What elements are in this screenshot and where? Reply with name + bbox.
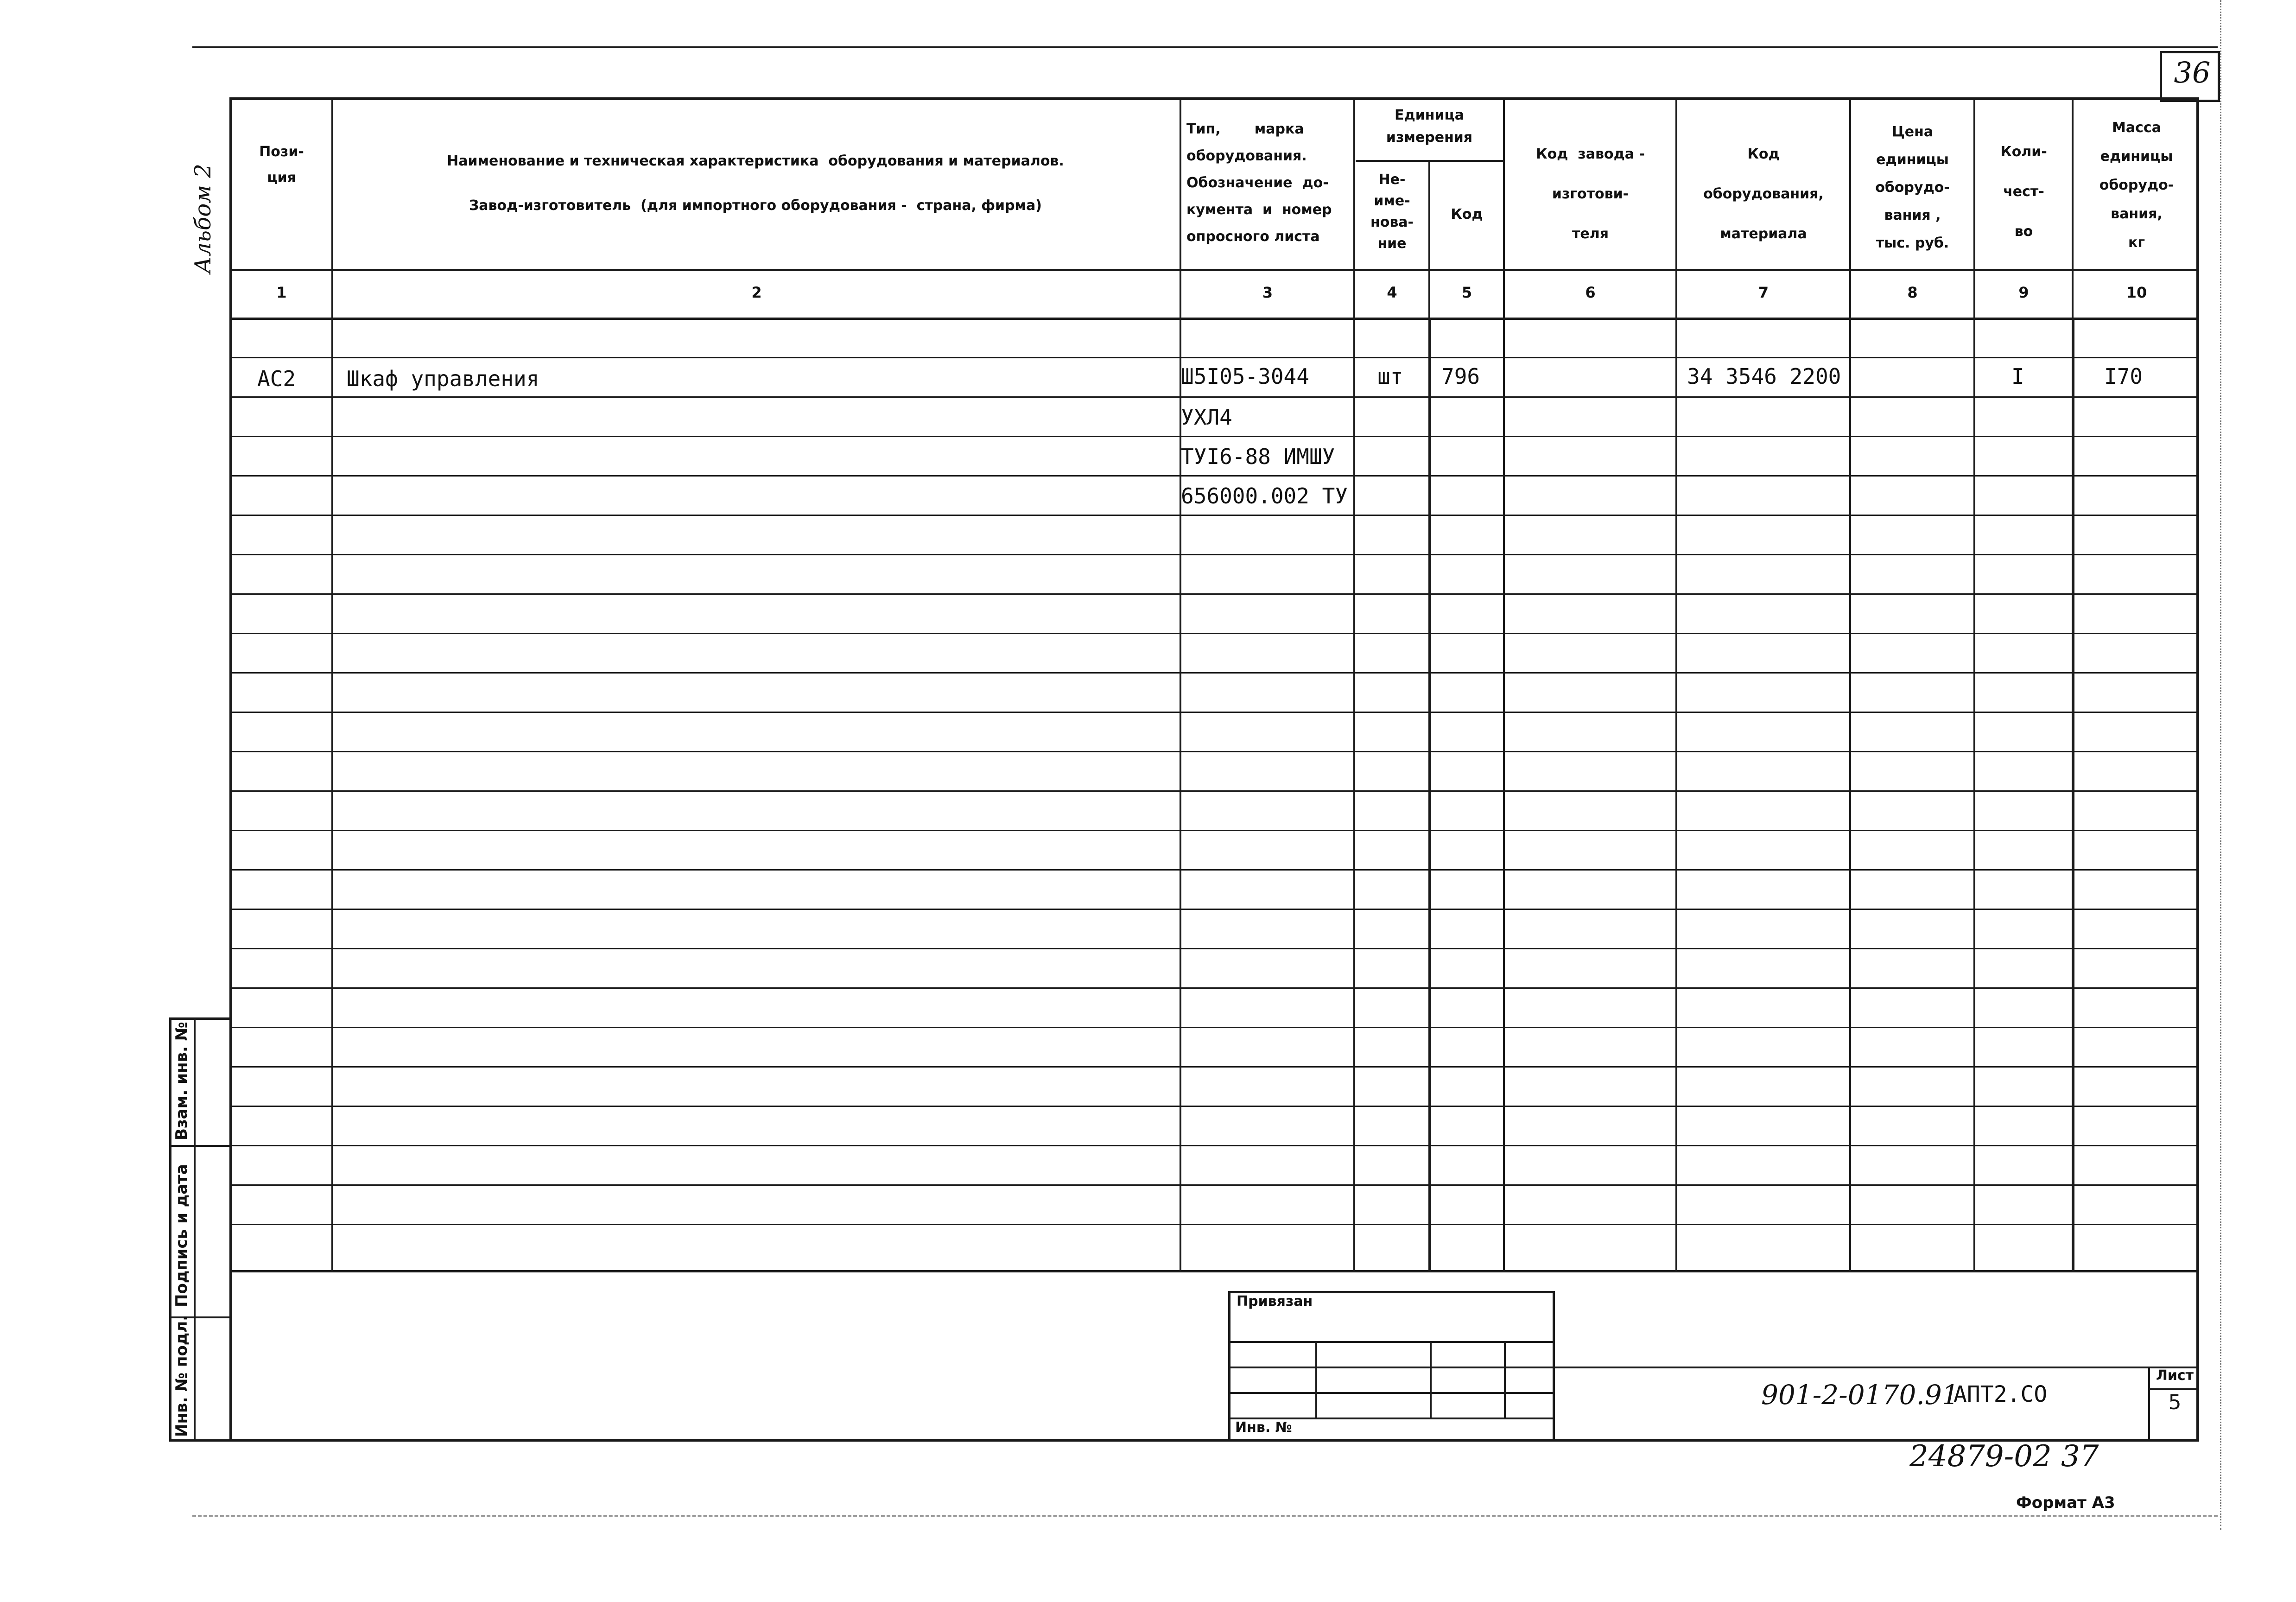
sheet-box-rule bbox=[2148, 1388, 2199, 1390]
row-1-equipment-code: 34 3546 2200 bbox=[1687, 364, 1841, 389]
row-line-22 bbox=[229, 1184, 2199, 1186]
col-7-header: Код оборудования, материала bbox=[1703, 146, 1824, 242]
title-block-top bbox=[1555, 1367, 2199, 1368]
row-line-15 bbox=[229, 909, 2199, 910]
col-10-header: Масса единицы оборудо- вания, кг bbox=[2099, 120, 2174, 251]
inv-no-label: Инв. № bbox=[1235, 1419, 1292, 1436]
row-line-11 bbox=[229, 751, 2199, 752]
col-9-number: 9 bbox=[2018, 284, 2029, 301]
document-suffix: АПТ2.СО bbox=[1954, 1381, 2048, 1407]
col-divider-3 bbox=[1353, 97, 1355, 1270]
col-2-number: 2 bbox=[751, 284, 762, 301]
row-line-12 bbox=[229, 790, 2199, 792]
row-2-type: УХЛ4 bbox=[1181, 405, 1232, 430]
binding-strip-divider bbox=[194, 1017, 196, 1442]
row-line-7 bbox=[229, 593, 2199, 595]
stamp-rule-1 bbox=[1228, 1341, 1555, 1343]
row-line-19 bbox=[229, 1066, 2199, 1068]
stamp-rule-2 bbox=[1228, 1367, 1555, 1368]
row-3-type: ТУI6-88 ИМШУ bbox=[1181, 444, 1335, 469]
row-line-23 bbox=[229, 1224, 2199, 1225]
sheet-box-left bbox=[2148, 1367, 2150, 1442]
col-4-header: Не- име- нова- ние bbox=[1370, 172, 1414, 252]
archive-number: 24879-02 37 bbox=[1909, 1439, 2099, 1474]
stamp-vl-3 bbox=[1504, 1341, 1506, 1418]
row-line-1 bbox=[229, 357, 2199, 358]
col-divider-1 bbox=[331, 97, 333, 1270]
col-7-number: 7 bbox=[1758, 284, 1769, 301]
row-1-unit: шт bbox=[1377, 364, 1403, 389]
row-1-quantity: I bbox=[2011, 364, 2024, 389]
col-1-number: 1 bbox=[276, 284, 287, 301]
row-line-10 bbox=[229, 712, 2199, 713]
row-line-16 bbox=[229, 948, 2199, 949]
row-1-name: Шкаф управления bbox=[347, 366, 539, 391]
col-8-number: 8 bbox=[1907, 284, 1918, 301]
bold-right bbox=[2072, 320, 2074, 1270]
corner-sheet-number: 36 bbox=[2174, 56, 2211, 89]
sign-date-label: Подпись и дата bbox=[172, 1164, 191, 1307]
col-6-header: Код завода - изготови- теля bbox=[1536, 146, 1645, 242]
stamp-vl-2 bbox=[1430, 1341, 1432, 1418]
sheet-value: 5 bbox=[2168, 1391, 2182, 1414]
col-10-number: 10 bbox=[2126, 284, 2147, 301]
bold-left bbox=[1428, 320, 1431, 1270]
row-line-21 bbox=[229, 1145, 2199, 1146]
col-8-header: Цена единицы оборудо- вания , тыс. руб. bbox=[1875, 124, 1950, 251]
col-2-header: Наименование и техническая характеристика оборудования и материалов. Завод-изготовитель (для импортного оборудования - страна, фирма) bbox=[447, 153, 1064, 214]
row-line-13 bbox=[229, 830, 2199, 831]
inv-replace-label: Взам. инв. № bbox=[172, 1022, 191, 1140]
album-label: Альбом 2 bbox=[190, 164, 216, 273]
row-line-14 bbox=[229, 869, 2199, 871]
row-line-5 bbox=[229, 515, 2199, 516]
row-1-position: AC2 bbox=[257, 366, 296, 391]
format-label: Формат А3 bbox=[2016, 1494, 2115, 1512]
row-line-2 bbox=[229, 396, 2199, 398]
top-rule bbox=[192, 46, 2218, 48]
col-divider-8 bbox=[1973, 97, 1975, 1270]
row-1-mass: I70 bbox=[2104, 364, 2143, 389]
stamp-vl-1 bbox=[1315, 1341, 1317, 1418]
row-line-4 bbox=[229, 475, 2199, 477]
col-5-number: 5 bbox=[1461, 284, 1472, 301]
sheet-label: Лист bbox=[2156, 1367, 2194, 1384]
row-line-20 bbox=[229, 1106, 2199, 1107]
col-divider-5 bbox=[1503, 97, 1505, 1270]
col-1-header: Пози- ция bbox=[259, 144, 304, 186]
unit-group-header: Единица измерения bbox=[1386, 107, 1473, 146]
number-row-rule bbox=[229, 318, 2199, 320]
right-edge bbox=[2220, 0, 2223, 1530]
row-4-type: 656000.002 ТУ bbox=[1181, 483, 1348, 509]
row-line-18 bbox=[229, 1027, 2199, 1028]
col-4-number: 4 bbox=[1387, 284, 1397, 301]
document-code: 901-2-0170.91 bbox=[1761, 1379, 1959, 1411]
table-bottom-rule bbox=[229, 1270, 2199, 1272]
stamp-rule-3 bbox=[1228, 1392, 1555, 1394]
row-line-9 bbox=[229, 672, 2199, 674]
row-line-8 bbox=[229, 633, 2199, 634]
col-6-number: 6 bbox=[1585, 284, 1596, 301]
col-divider-6 bbox=[1675, 97, 1677, 1270]
privyazan-label: Привязан bbox=[1237, 1293, 1313, 1310]
col-divider-7 bbox=[1849, 97, 1851, 1270]
col-3-number: 3 bbox=[1262, 284, 1273, 301]
inv-orig-label: Инв. № подл. bbox=[172, 1315, 191, 1437]
col-9-header: Коли- чест- во bbox=[2000, 144, 2047, 240]
row-line-3 bbox=[229, 436, 2199, 437]
col-5-header: Код bbox=[1451, 206, 1483, 222]
row-1-type: Ш5I05-3044 bbox=[1181, 364, 1309, 389]
col-3-header: Тип, марка оборудования. Обозначение до- кумента и номер опросного листа bbox=[1186, 121, 1332, 245]
bottom-dashed-rule bbox=[192, 1515, 2218, 1517]
row-line-17 bbox=[229, 987, 2199, 989]
row-line-6 bbox=[229, 554, 2199, 555]
binding-div-1 bbox=[169, 1145, 232, 1147]
header-bottom-rule bbox=[229, 269, 2199, 271]
row-1-unit-code: 796 bbox=[1441, 364, 1480, 389]
col-divider-2 bbox=[1180, 97, 1181, 1270]
